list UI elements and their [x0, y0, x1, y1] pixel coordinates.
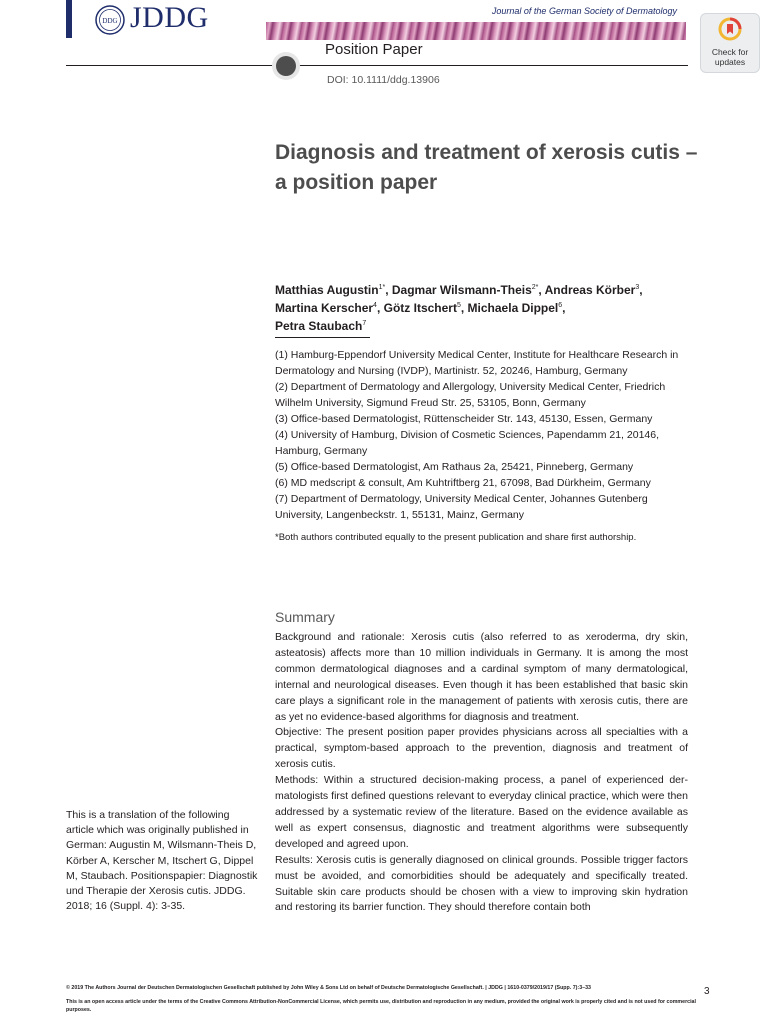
- author-list: Matthias Augustin$^{1*}$, Dagmar Wilsmann-Theis$^{2*}$, Andreas Körber$^3$, Martina Kerscher$^4$, Götz Itschert$^5$, Michaela Dippel$^6$, Petra Staubach$^7$: [275, 283, 643, 333]
- journal-seal-icon: [95, 5, 125, 35]
- summary-body: [275, 630, 688, 916]
- article-title: Diagnosis and treatment of xerosis cutis – a position paper: [275, 141, 698, 194]
- authors-rule: [275, 337, 370, 338]
- logo-bar: [66, 0, 72, 38]
- author-name: Petra Staubach: [275, 319, 363, 333]
- check-for-updates-label: [700, 47, 760, 67]
- doi-link[interactable]: DOI: 10.1111/ddg.13906: [327, 74, 440, 86]
- badge-text-line2: updates: [714, 57, 746, 67]
- page-number: 3: [704, 986, 710, 997]
- journal-name: Journal of the German Society of Dermatology: [491, 6, 677, 16]
- affiliation-list: [275, 347, 695, 523]
- author-affiliation-marker: 6: [558, 302, 563, 309]
- author-affiliation-marker: 2*: [531, 284, 539, 291]
- check-updates-icon: [718, 17, 742, 41]
- affiliation-item: (1) Hamburg-Eppendorf University Medical Center, Institute for Healthcare Research in Dermatology and Nursing (IVDP), Martinistr. 52, 20246, Hamburg, Germany: [275, 349, 679, 377]
- author-affiliation-marker: 3: [635, 284, 640, 291]
- license-line: This is an open access article under the terms of the Creative Commons Attribution-NonCommercial License, which permits use, distribution and reproduction in any medium, provided the original work is properly cited and is not used for commercial purposes.: [66, 999, 696, 1013]
- author-name: Götz Itschert: [383, 301, 457, 315]
- summary-heading: Summary: [275, 609, 335, 625]
- author-affiliation-marker: 7: [362, 320, 367, 327]
- section-dot-icon: [272, 52, 300, 80]
- summary-paragraph: Results: Xerosis cutis is generally diagnosed on clinical grounds. Possible trigger factors must be avoided, and comorbidities should be adequately and specifically treated. Suitable skin care products should be chosen with a view to improving skin hydration and restoring its barrier function. They should therefore contain both: [275, 853, 688, 914]
- badge-text-line1: Check for: [711, 47, 749, 57]
- affiliation-item: (7) Department of Dermatology, University Medical Center, Johannes Gutenberg University, Langenbeckstr. 1, 55131, Mainz, Germany: [275, 493, 648, 521]
- journal-logo[interactable]: JDDG: [130, 1, 209, 34]
- journal-seal-text: DDG: [102, 17, 118, 25]
- affiliation-item: (5) Office-based Dermatologist, Am Rathaus 2a, 25421, Pinneberg, Germany: [275, 461, 634, 473]
- equal-contribution-note: *Both authors contributed equally to the present publication and share first authorship.: [275, 532, 637, 543]
- header-banner-image: [266, 22, 686, 40]
- summary-paragraph: Methods: Within a structured decision-making process, a panel of experienced dermatologists first defined questions relevant to everyday clinical practice, which were then addressed by a systematic review of the literature. Based on the evidence available as well as expert consensus, diagnostic and treatment algorithms were subsequently developed and agreed upon.: [275, 774, 688, 850]
- affiliation-item: (2) Department of Dermatology and Allergology, University Medical Center, Friedrich Wilhelm University, Sigmund Freud Str. 25, 53105, Bonn, Germany: [275, 381, 666, 409]
- translation-note: This is a translation of the following article which was originally published in German: Augustin M, Wilsmann-Theis D, Körber A, Kerscher M, Itschert G, Dippel M, Staubach. Positionspapier: Diagnostik und Therapie der Xerosis cutis. JDDG. 2018; 16 (Suppl. 4): 3-35.: [66, 809, 258, 913]
- summary-paragraph: Background and rationale: Xerosis cutis (also referred to as xeroderma, dry skin, asteatosis) affects more than 10 million individuals in Germany. It is among the most common dermatological diagnoses and a cardinal symptom of many dermatological, internal and neurological diseases. Even though it has been established that basic skin care plays a significant role in the management of patients with xerosis cutis, there are as yet no evidence-based algorithms for diagnosis and treatment.: [275, 631, 688, 723]
- author-affiliation-marker: 1*: [378, 284, 386, 291]
- author-name: Andreas Körber: [544, 283, 636, 297]
- article-type: Position Paper: [325, 41, 423, 58]
- author-affiliation-marker: 5: [456, 302, 461, 309]
- author-name: Dagmar Wilsmann-Theis: [391, 283, 532, 297]
- copyright-line: © 2019 The Authors Journal der Deutschen Dermatologischen Gesellschaft published by John Wiley & Sons Ltd on behalf of Deutsche Dermatologische Gesellschaft. | JDDG | 1610-0379/2019/17 (Supp. 7):3–33: [66, 985, 591, 991]
- author-name: Martina Kerscher: [275, 301, 374, 315]
- affiliation-item: (6) MD medscript & consult, Am Kuhtriftberg 21, 67098, Bad Dürkheim, Germany: [275, 477, 651, 489]
- author-name: Michaela Dippel: [467, 301, 559, 315]
- author-affiliation-marker: 4: [373, 302, 377, 309]
- affiliation-item: (4) University of Hamburg, Division of Cosmetic Sciences, Papendamm 21, 20146, Hamburg, Germany: [275, 429, 659, 457]
- header-rule: [66, 65, 688, 66]
- author-name: Matthias Augustin: [275, 283, 379, 297]
- affiliation-item: (3) Office-based Dermatologist, Rüttenscheider Str. 143, 45130, Essen, Germany: [275, 413, 653, 425]
- summary-paragraph: Objective: The present position paper provides physicians across all specialties with a practical, symptom-based approach to the prevention, diagnosis and treatment of xerosis cutis.: [275, 726, 688, 771]
